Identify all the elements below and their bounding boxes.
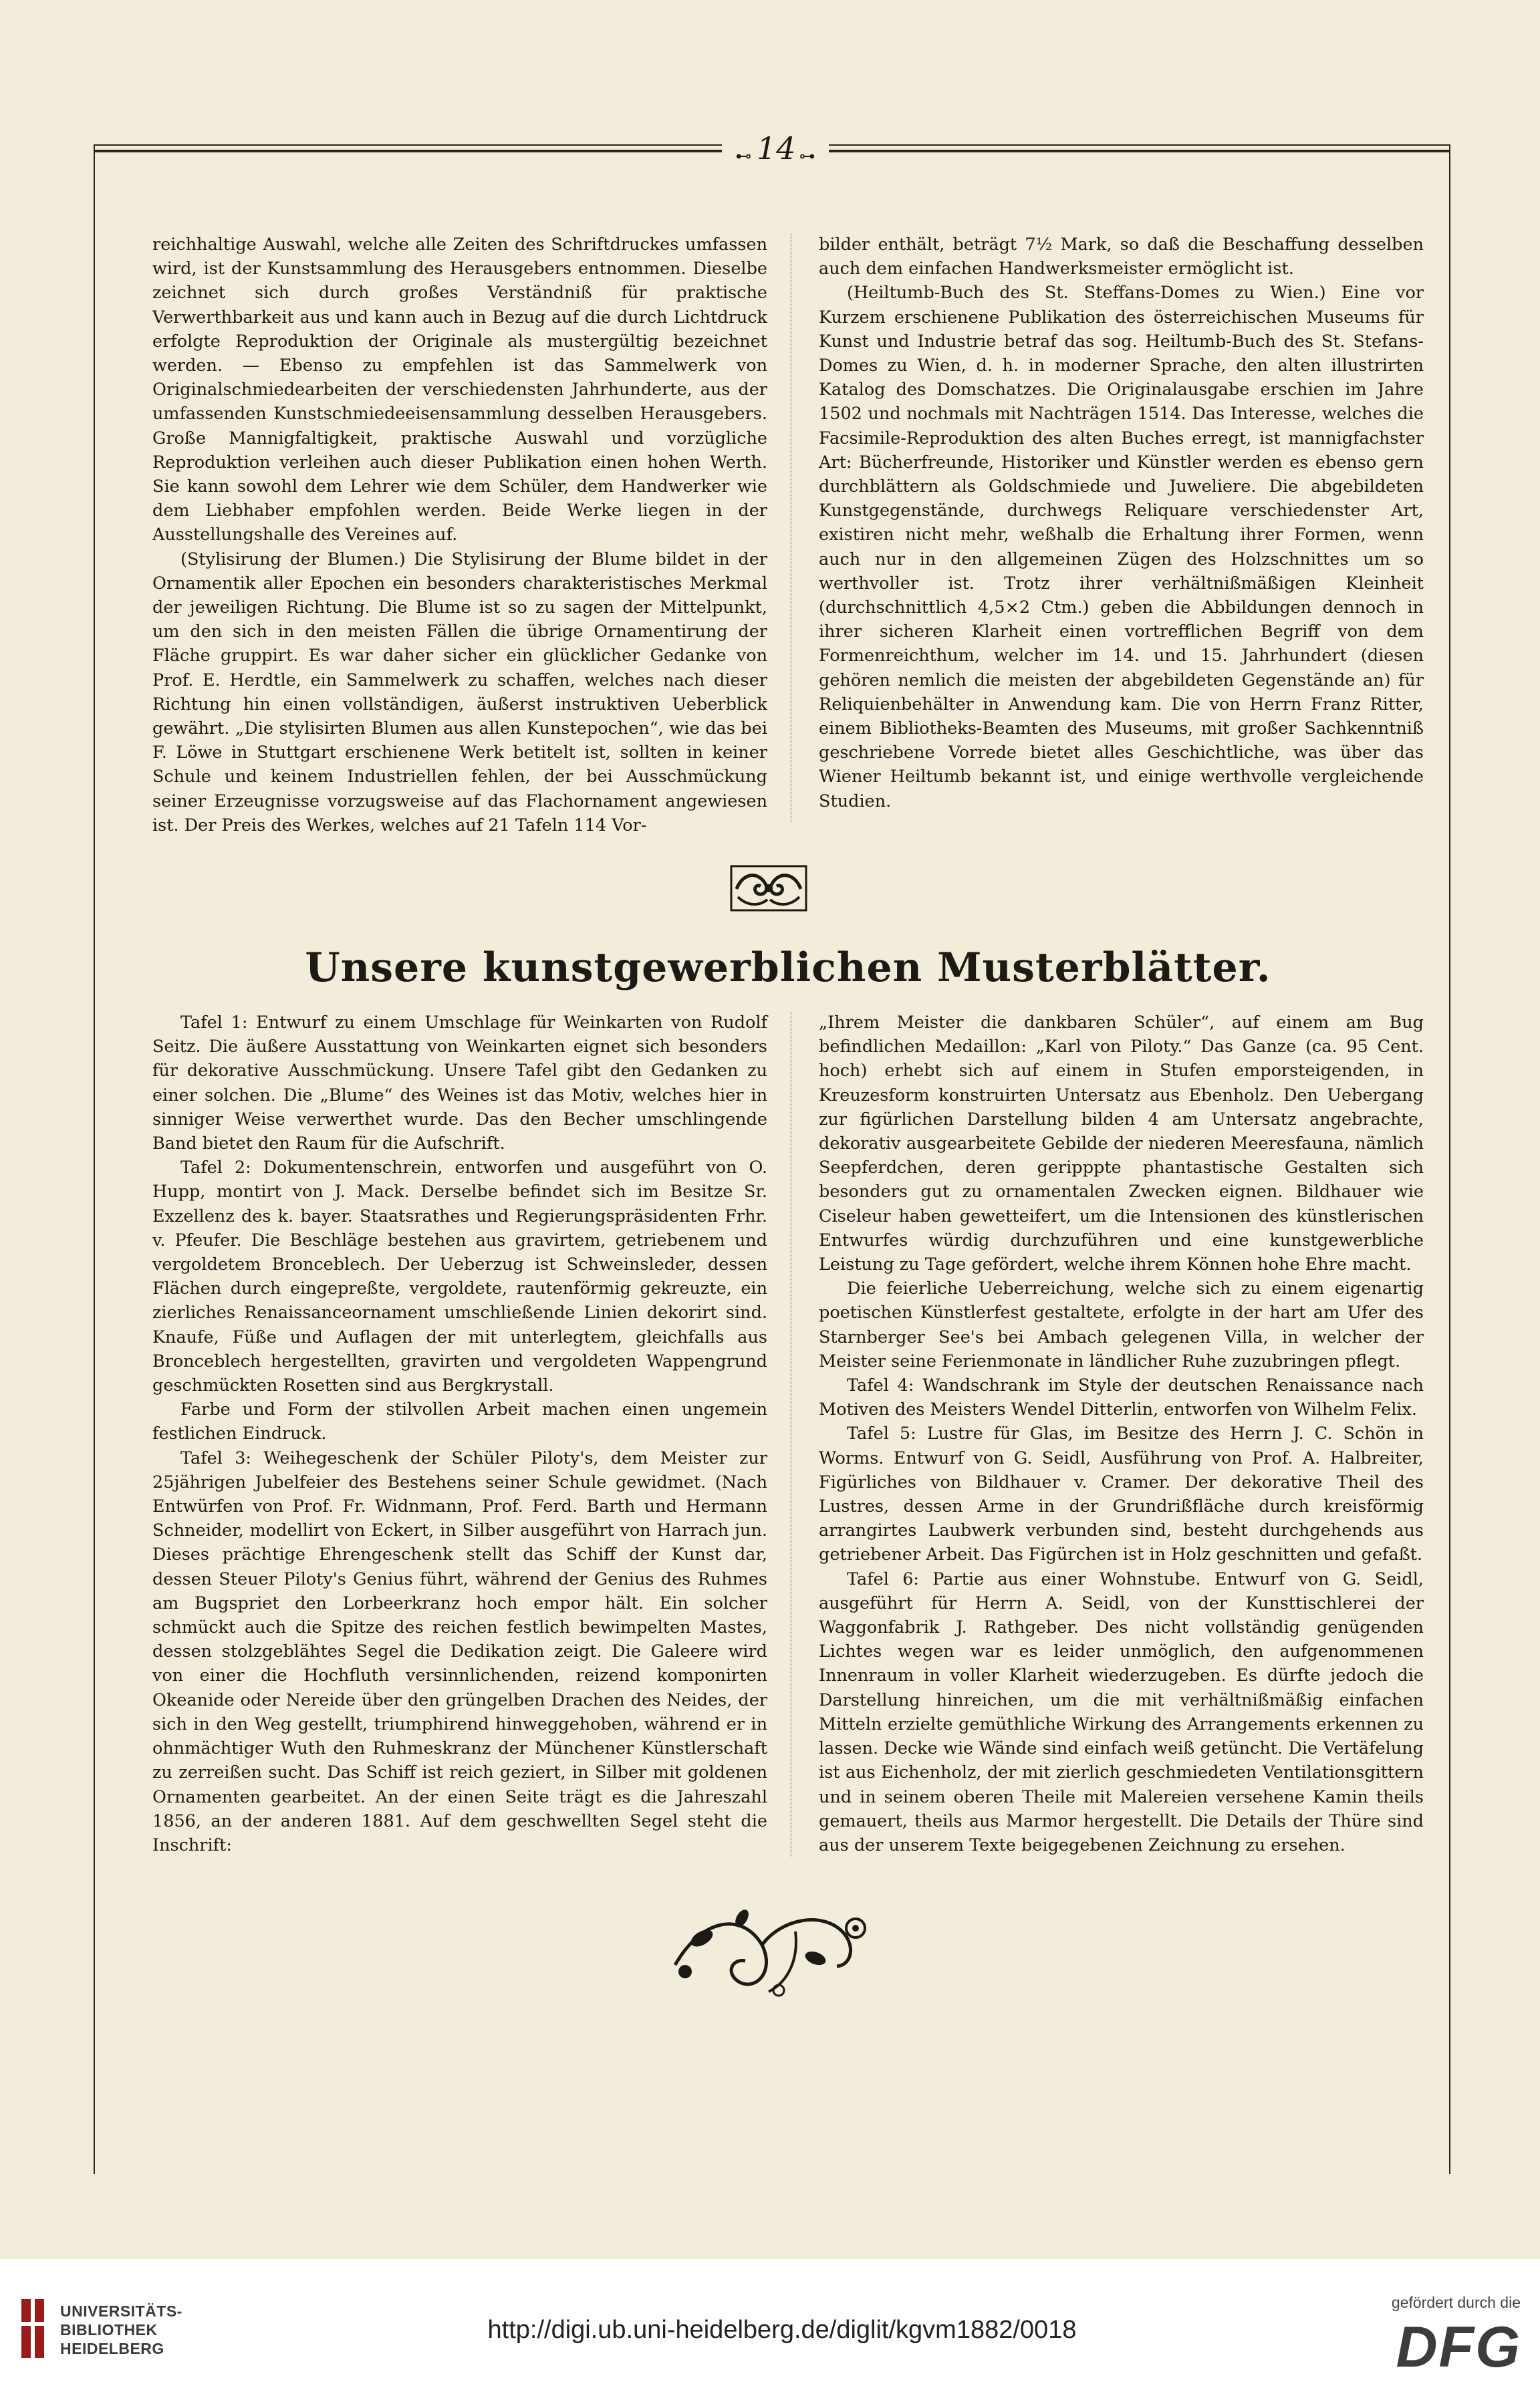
paragraph: (Heiltumb-Buch des St. Steffans-Domes zu Wien.) Eine vor Kurzem erschienene Publikation des österreichischen Museums für Kunst und Industrie betraf das sog. Heiltumb-Buch des St. Stefans-Domes zu Wien, d. h. in moderner Sprache, den alten illustrirten Katalog des Domschatzes. Die Originalausgabe erschien im Jahre 1502 und nochmals mit Nachträgen 1514. Das Interesse, welches die Facsimile-Reproduktion des alten Buches erregt, ist mannigfachster Art: Bücherfreunde, Historiker und Künstler werden es ebenso gern durchblättern als Goldschmiede und Juweliere. Die abgebildeten Kunstgegenstände, durchwegs Reliquare verschiedenster Art, existiren nicht mehr, weßhalb die Erhaltung ihrer Formen, wenn auch nur in den allgemeinen Zügen des Holzschnittes um so werthvoller ist. Trotz ihrer verhältnißmäßigen Kleinheit (durchschnittlich 4,5×2 Ctm.) geben die Abbildungen dennoch in ihrer sicheren Klarheit einen vortrefflichen Begriff von dem Formenreichthum, welcher im 14. und 15. Jahrhundert (diesen gehören nemlich die meisten der abgebildeten Gegenstände an) für Reliquienbehälter in Anwendung kam. Die von Herrn Franz Ritter, einem Bibliotheks-Beamten des Museums, mit großer Sachkenntniß geschriebene Vorrede bietet alles Geschichtliche, was über das Wiener Heiltumb bekannt ist, und einige werthvolle vergleichende Studien.	[819, 283, 1424, 811]
ornament-dash-left: ⊷	[735, 146, 757, 166]
paragraph: Tafel 3: Weihegeschenk der Schüler Piloty's, dem Meister zur 25jährigen Jubelfeier des Bestehens seiner Schule gewidmet. (Nach Entwürfen von Prof. Fr. Widnmann, Prof. Ferd. Barth und Hermann Schneider, modellirt von Eckert, in Silber ausgeführt von Harrach jun. Dieses prächtige Ehrengeschenk stellt das Schiff der Kunst dar, dessen Steuer Piloty's Genius führt, während der Genius des Ruhmes am Bugspriet den Lorbeerkranz hoch empor hält. Ein solcher schmückt auch die Spitze des reichen festlich bewimpelten Mastes, dessen stolzgeblähtes Segel die Dedikation zeigt. Die Galeere wird von einer die Hochfluth versinnlichenden, reizend komponirten Okeanide oder Nereide über den grüngelben Drachen des Neides, der sich in den Weg gestellt, triumphirend hinweggehoben, während er in ohnmächtiger Wuth den Ruhmeskranz der Münchener Künstlerschaft zu zerreißen sucht. Das Schiff ist reich geziert, in Silber mit goldenen Ornamenten gearbeitet. An der einen Seite trägt es die Jahreszahl 1856, an der anderen 1881. Auf dem geschwellten Segel steht die Inschrift:	[152, 1448, 767, 1855]
library-logo-icon	[19, 2298, 48, 2359]
paragraph: Die feierliche Ueberreichung, welche sich zu einem eigenartig poetischen Künstlerfest gestaltete, erfolgte in der hart am Ufer des Starnberger See's bei Ambach gelegenen Villa, in welcher der Meister seine Ferienmonate in ländlicher Ruhe zuzubringen pflegt.	[819, 1279, 1424, 1371]
section-title: Unsere kunstgewerblichen Musterblätter.	[305, 944, 1271, 991]
page-number-box	[722, 128, 829, 168]
column-top-left	[152, 233, 767, 837]
paragraph: Tafel 2: Dokumentenschrein, entworfen und ausgeführt von O. Hupp, montirt von J. Mack. Derselbe befindet sich im Besitze Sr. Exzellenz des k. bayer. Staatsrathes und Regierungspräsidenten Frhr. v. Pfeufer. Die Beschläge bestehen aus gravirtem, getriebenem und vergoldetem Bronceblech. Der Ueberzug ist Schweinsleder, dessen Flächen durch eingepreßte, vergoldete, rautenförmig gekreuzte, ein zierliches Renaissanceornament umschließende Linien dekorirt sind. Knaufe, Füße und Auflagen der mit unterlegtem, gleichfalls aus Bronceblech hergestellten, gravirten und vergoldeten Wappengrund geschmückten Rosetten sind aus Bergkrystall.	[152, 1158, 767, 1396]
library-name-line: HEIDELBERG	[60, 2340, 164, 2357]
paragraph: Farbe und Form der stilvollen Arbeit machen einen ungemein festlichen Eindruck.	[152, 1400, 767, 1444]
paragraph: Tafel 4: Wandschrank im Style der deutschen Renaissance nach Motiven des Meisters Wendel Ditterlin, entworfen von Wilhelm Felix.	[819, 1375, 1424, 1420]
paragraph: bilder enthält, beträgt 7½ Mark, so daß die Beschaffung desselben auch dem einfachen Handwerksmeister ermöglicht ist.	[819, 235, 1424, 279]
dfg-logo: DFG	[1396, 2315, 1521, 2379]
paragraph: (Stylisirung der Blumen.) Die Stylisirung der Blume bildet in der Ornamentik aller Epochen ein besonders charakteristisches Merkmal der jeweiligen Richtung. Die Blume ist so zu sagen der Mittelpunkt, um den sich in den meisten Fällen die übrige Ornamentirung der Fläche gruppirt. Es war daher sicher ein glücklicher Gedanke von Prof. E. Herdtle, ein Sammelwerk zu schaffen, welches nach dieser Richtung hin einen vollständigen, äußerst instruktiven Ueberblick gewährt. „Die stylisirten Blumen aus allen Kunstepochen“, wie das bei F. Löwe in Stuttgart erschienene Werk betitelt ist, sollten in keiner Schule und keinem Industriellen fehlen, der bei Ausschmückung seiner Erzeugnisse vorzugsweise auf das Flachornament angewiesen ist. Der Preis des Werkes, welches auf 21 Tafeln 114 Vor-	[152, 549, 767, 835]
page-number: 14	[757, 130, 796, 166]
floral-flourish-icon	[662, 1891, 882, 2005]
funding-caption: gefördert durch die	[1391, 2294, 1521, 2311]
frame-rule-right	[1449, 146, 1450, 2174]
paragraph: „Ihrem Meister die dankbaren Schüler“, auf einem am Bug befindlichen Medaillon: „Karl von Piloty.“ Das Ganze (ca. 95 Cent. hoch) erhebt sich auf einem in Stufen emporsteigenden, in Kreuzesform konstruirten Untersatz aus Ebenholz. Den Uebergang zur figürlichen Darstellung bilden 4 am Untersatz angebrachte, dekorativ ausgearbeitete Gebilde der niederen Meeresfauna, nämlich Seepferdchen, deren geripppte phantastische Gestalten sich besonders gut zu ornamentalen Zwecken eignen. Bildhauer wie Ciseleur haben gewetteifert, um die Intensionen des künstlerischen Entwurfes würdig durchzuführen und eine kunstgewerbliche Leistung zu Tage gefördert, welche ihrem Können hohe Ehre macht.	[819, 1013, 1424, 1275]
ornament-dash-right: ⊶	[799, 146, 815, 166]
column-top-right	[819, 233, 1424, 813]
paragraph: Tafel 6: Partie aus einer Wohnstube. Entwurf von G. Seidl, ausgeführt für Herrn A. Seidl, von der Kunsttischlerei der Waggonfabrik J. Rathgeber. Des nicht vollständig genügenden Lichtes wegen war es leider unmöglich, den aufgenommenen Innenraum in voller Klarheit wiederzugeben. Es dürfte jedoch die Darstellung hinreichen, um die mit verhältnißmäßig einfachen Mitteln erzielte gemüthliche Wirkung des Arrangements erkennen zu lassen. Decke wie Wände sind einfach weiß getüncht. Die Vertäfelung ist aus Eichenholz, der mit zierlich geschmiedeten Ventilationsgittern und in seinem oberen Theile mit Malereien versehene Kamin theils gemauert, theils aus Marmor hergestellt. Die Details der Thüre sind aus der unserem Texte beigegebenen Zeichnung zu ersehen.	[819, 1569, 1424, 1855]
column-bottom-left	[152, 1011, 767, 1857]
library-name	[60, 2302, 182, 2358]
paragraph: reichhaltige Auswahl, welche alle Zeiten des Schriftdruckes umfassen wird, ist der Kunstsammlung des Herausgebers entnommen. Dieselbe zeichnet sich durch großes Verständniß für praktische Verwerthbarkeit aus und kann auch in Bezug auf die durch Lichtdruck erfolgte Reproduktion der Originale als mustergültig bezeichnet werden. — Ebenso zu empfehlen ist das Sammelwerk von Originalschmiedearbeiten der verschiedensten Jahrhunderte, aus der umfassenden Kunstschmiedeeisensammlung desselben Herausgebers. Große Mannigfaltigkeit, praktische Auswahl und vorzügliche Reproduktion verleihen auch dieser Publikation einen hohen Werth. Sie kann sowohl dem Lehrer wie dem Schüler, dem Handwerker wie dem Liebhaber empfohlen werden. Beide Werke liegen in der Ausstellungshalle des Vereines auf.	[152, 235, 767, 545]
frame-rule-left	[94, 146, 95, 2174]
source-url-link[interactable]: http://digi.ub.uni-heidelberg.de/diglit/kgvm1882/0018	[487, 2316, 1077, 2344]
ornament-vignette-icon	[729, 862, 809, 914]
column-bottom-right	[819, 1011, 1424, 1857]
library-name-line: UNIVERSITÄTS-	[60, 2302, 182, 2320]
paragraph: Tafel 5: Lustre für Glas, im Besitze des Herrn J. C. Schön in Worms. Entwurf von G. Seidl, Ausführung von Prof. A. Halbreiter, Figürliches von Bildhauer v. Cramer. Der dekorative Theil des Lustres, dessen Arme in der Grundrißfläche durch kreisförmig arrangirtes Laubwerk verbunden sind, besteht durchgehends aus getriebener Arbeit. Das Figürchen ist in Holz geschnitten und gefaßt.	[819, 1424, 1424, 1565]
paragraph: Tafel 1: Entwurf zu einem Umschlage für Weinkarten von Rudolf Seitz. Die äußere Ausstattung von Weinkarten eignet sich besonders für dekorative Ausschmückung. Unsere Tafel gibt den Gedanken zu einer solchen. Die „Blume“ des Weines ist das Motiv, welches hier in sinniger Weise verwerthet wurde. Das den Becher umschlingende Band bietet den Raum für die Aufschrift.	[152, 1013, 767, 1154]
library-name-line: BIBLIOTHEK	[60, 2321, 158, 2339]
